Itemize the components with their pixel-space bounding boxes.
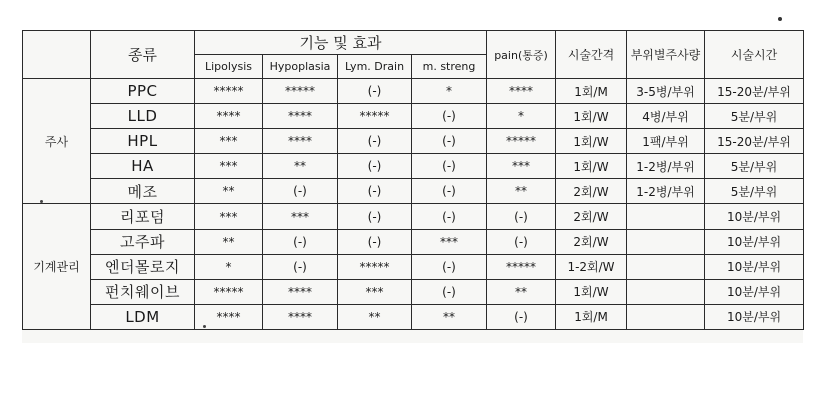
- hypoplasia-rating: ****: [263, 279, 338, 304]
- m-streng-rating: (-): [412, 279, 487, 304]
- dosage-value: [627, 204, 705, 229]
- interval-value: 2회/W: [556, 179, 627, 204]
- treatment-name: 엔더몰로지: [91, 254, 195, 279]
- interval-value: 1회/M: [556, 79, 627, 104]
- table-row: [23, 154, 804, 179]
- time-value: 10분/부위: [705, 304, 804, 329]
- lym-drain-rating: (-): [338, 79, 412, 104]
- interval-value: 1회/W: [556, 104, 627, 129]
- pain-rating: **: [487, 279, 556, 304]
- m-streng-rating: **: [412, 304, 487, 329]
- interval-value: 1회/W: [556, 154, 627, 179]
- lipolysis-rating: **: [195, 179, 263, 204]
- treatment-name: 펀치웨이브: [91, 279, 195, 304]
- table-row: [23, 304, 804, 329]
- pain-rating: **: [487, 179, 556, 204]
- table-row: [23, 204, 804, 229]
- dosage-value: [627, 254, 705, 279]
- time-value: 5분/부위: [705, 104, 804, 129]
- pain-rating: (-): [487, 204, 556, 229]
- scan-speck: [40, 200, 43, 203]
- treatment-comparison-table: [22, 30, 804, 330]
- time-value: 5분/부위: [705, 154, 804, 179]
- dosage-value: [627, 229, 705, 254]
- time-value: 10분/부위: [705, 229, 804, 254]
- hypoplasia-rating: (-): [263, 179, 338, 204]
- interval-value: 2회/W: [556, 229, 627, 254]
- pain-rating: (-): [487, 229, 556, 254]
- lipolysis-rating: *****: [195, 279, 263, 304]
- lym-drain-rating: (-): [338, 129, 412, 154]
- time-value: 10분/부위: [705, 254, 804, 279]
- m-streng-rating: *: [412, 79, 487, 104]
- table-row: [23, 179, 804, 204]
- m-streng-rating: (-): [412, 179, 487, 204]
- hypoplasia-rating: ****: [263, 104, 338, 129]
- lym-drain-rating: *****: [338, 254, 412, 279]
- lipolysis-rating: *: [195, 254, 263, 279]
- treatment-name: 메조: [91, 179, 195, 204]
- time-value: 10분/부위: [705, 204, 804, 229]
- interval-value: 2회/W: [556, 204, 627, 229]
- header-lym-drain: Lym. Drain: [338, 55, 412, 79]
- dosage-value: [627, 304, 705, 329]
- dosage-value: 1-2병/부위: [627, 179, 705, 204]
- treatment-name: LLD: [91, 104, 195, 129]
- group-label-injection: 주사: [23, 79, 91, 204]
- header-dosage: 부위별주사량: [627, 31, 705, 79]
- lym-drain-rating: (-): [338, 154, 412, 179]
- header-hypoplasia: Hypoplasia: [263, 55, 338, 79]
- table-row: [23, 129, 804, 154]
- group-label-machine-care: 기계관리: [23, 204, 91, 329]
- m-streng-rating: (-): [412, 154, 487, 179]
- dosage-value: [627, 279, 705, 304]
- treatment-name: 고주파: [91, 229, 195, 254]
- lipolysis-rating: *****: [195, 79, 263, 104]
- m-streng-rating: (-): [412, 254, 487, 279]
- lipolysis-rating: **: [195, 229, 263, 254]
- scan-speck: [778, 17, 782, 21]
- header-m-streng: m. streng: [412, 55, 487, 79]
- pain-rating: *****: [487, 129, 556, 154]
- m-streng-rating: (-): [412, 129, 487, 154]
- table-row: [23, 279, 804, 304]
- time-value: 10분/부위: [705, 279, 804, 304]
- header-pain: pain(통증): [487, 31, 556, 79]
- interval-value: 1-2회/W: [556, 254, 627, 279]
- treatment-name: PPC: [91, 79, 195, 104]
- treatment-name: LDM: [91, 304, 195, 329]
- pain-rating: (-): [487, 304, 556, 329]
- dosage-value: 3-5병/부위: [627, 79, 705, 104]
- treatment-name: HA: [91, 154, 195, 179]
- pain-rating: *: [487, 104, 556, 129]
- header-effects: 기능 및 효과: [195, 31, 487, 55]
- treatment-name: 리포덤: [91, 204, 195, 229]
- hypoplasia-rating: ***: [263, 204, 338, 229]
- lipolysis-rating: ****: [195, 304, 263, 329]
- hypoplasia-rating: ****: [263, 129, 338, 154]
- pain-rating: *****: [487, 254, 556, 279]
- time-value: 15-20분/부위: [705, 129, 804, 154]
- m-streng-rating: ***: [412, 229, 487, 254]
- m-streng-rating: (-): [412, 104, 487, 129]
- header-interval: 시술간격: [556, 31, 627, 79]
- lym-drain-rating: ***: [338, 279, 412, 304]
- header-type: 종류: [91, 31, 195, 79]
- dosage-value: 4병/부위: [627, 104, 705, 129]
- lipolysis-rating: ***: [195, 154, 263, 179]
- dosage-value: 1-2병/부위: [627, 154, 705, 179]
- table-row: [23, 104, 804, 129]
- lipolysis-rating: ***: [195, 129, 263, 154]
- header-lipolysis: Lipolysis: [195, 55, 263, 79]
- header-blank-cell: [23, 31, 91, 79]
- pain-rating: ****: [487, 79, 556, 104]
- treatment-name: HPL: [91, 129, 195, 154]
- hypoplasia-rating: **: [263, 154, 338, 179]
- header-time: 시술시간: [705, 31, 804, 79]
- hypoplasia-rating: ****: [263, 304, 338, 329]
- table-row: [23, 229, 804, 254]
- pain-rating: ***: [487, 154, 556, 179]
- lym-drain-rating: (-): [338, 229, 412, 254]
- lipolysis-rating: ****: [195, 104, 263, 129]
- lym-drain-rating: (-): [338, 179, 412, 204]
- lym-drain-rating: **: [338, 304, 412, 329]
- hypoplasia-rating: (-): [263, 254, 338, 279]
- table-row: [23, 79, 804, 104]
- lym-drain-rating: *****: [338, 104, 412, 129]
- dosage-value: 1팩/부위: [627, 129, 705, 154]
- m-streng-rating: (-): [412, 204, 487, 229]
- scan-speck: [203, 325, 206, 328]
- lym-drain-rating: (-): [338, 204, 412, 229]
- time-value: 15-20분/부위: [705, 79, 804, 104]
- interval-value: 1회/W: [556, 279, 627, 304]
- time-value: 5분/부위: [705, 179, 804, 204]
- lipolysis-rating: ***: [195, 204, 263, 229]
- hypoplasia-rating: *****: [263, 79, 338, 104]
- interval-value: 1회/M: [556, 304, 627, 329]
- hypoplasia-rating: (-): [263, 229, 338, 254]
- table-row: [23, 254, 804, 279]
- interval-value: 1회/W: [556, 129, 627, 154]
